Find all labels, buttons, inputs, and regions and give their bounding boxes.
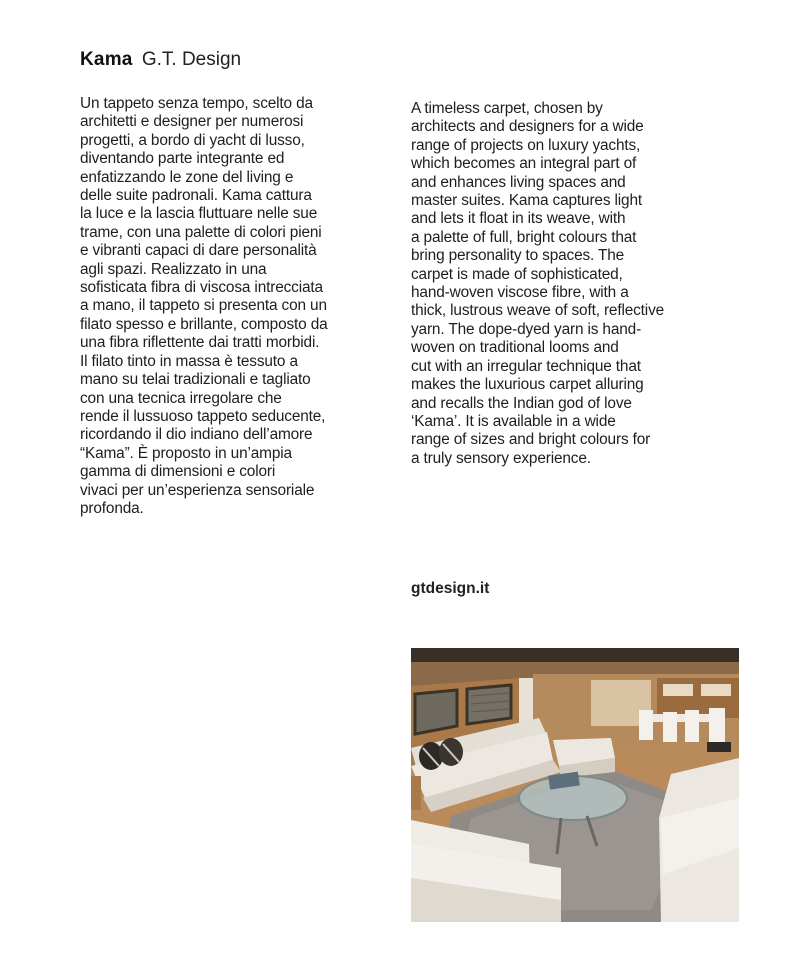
product-name: Kama <box>80 49 133 70</box>
italian-description: Un tappeto senza tempo, scelto da architetti e designer per numerosi progetti, a bordo di yacht di lusso, diventando parte integrante ed enfatizzando le zone del living e delle suite padronali. Kama cattura la luce e la lascia fluttuare nelle sue trame, con una palette di colori pieni e vibranti capaci di dare personalità agli spazi. Realizzato in una sofisticata fibra di viscosa intrecciata a mano, il tappeto si presenta con un filato spesso e brillante, composto da una fibra riflettente dai tratti morbidi. Il filato tinto in massa è tessuto a mano su telai tradizionali e tagliato con una tecnica irregolare che rende il lussuoso tappeto seducente, ricordando il dio indiano dell’amore “Kama”. È proposto in un’ampia gamma di dimensioni e colori vivaci per un’esperienza sensoriale profonda. <box>80 95 328 517</box>
company-name: G.T. Design <box>141 49 242 70</box>
website-link[interactable]: gtdesign.it <box>411 580 490 597</box>
english-description: A timeless carpet, chosen by architects and designers for a wide range of projects on luxury yachts, which becomes an integral part of and enhances living spaces and master suites. Kama captures light and lets it float in its weave, with a palette of full, bright colours that bring personality to spaces. The carpet is made of sophisticated, hand-woven viscose fibre, with a thick, lustrous weave of soft, reflective yarn. The dope-dyed yarn is hand- woven on traditional looms and cut with an irregular technique that makes the luxurious carpet alluring and recalls the Indian god of love ‘Kama’. It is available in a wide range of sizes and bright colours for a truly sensory experience. <box>411 100 665 467</box>
product-heading <box>80 48 241 72</box>
yacht-interior-photo <box>411 648 739 922</box>
yacht-salon-illustration <box>411 648 739 922</box>
